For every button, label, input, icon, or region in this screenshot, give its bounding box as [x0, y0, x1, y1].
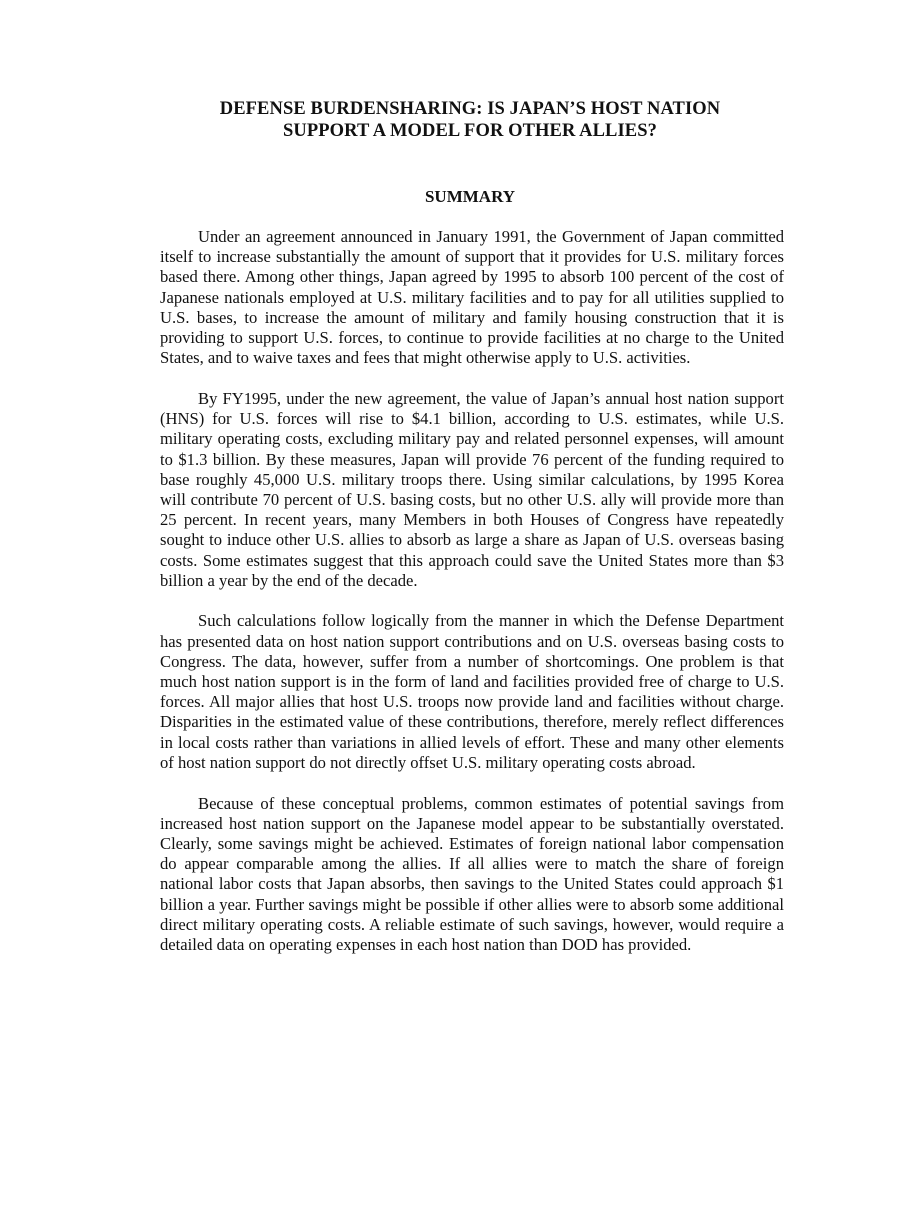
paragraph-3: Such calculations follow logically from the manner in which the Defense Department has presented data on host nation support contributions and on U.S. overseas basing costs to Congress. The data, however, suffer from a number of shortcomings. One problem is that much host nation support is in the form of land and facilities provided free of charge to U.S. forces. All major allies that host U.S. troops now provide land and facilities without charge. Disparities in the estimated value of these contributions, therefore, merely reflect differences in local costs rather than variations in allied levels of effort. These and many other elements of host nation support do not directly offset U.S. military operating costs abroad.: [160, 611, 784, 772]
title-line-2: SUPPORT A MODEL FOR OTHER ALLIES?: [283, 121, 657, 141]
title-line-1: DEFENSE BURDENSHARING: IS JAPAN’S HOST NATION: [219, 99, 721, 119]
paragraph-1: Under an agreement announced in January 1991, the Government of Japan committed itself to increase substantially the amount of support that it provides for U.S. military forces based there. Among other things, Japan agreed by 1995 to absorb 100 percent of the cost of Japanese nationals employed at U.S. military facilities and to pay for all utilities supplied to U.S. bases, to increase the amount of military and family housing construction that it is providing to support U.S. forces, to continue to provide facilities at no charge to the United States, and to waive taxes and fees that might otherwise apply to U.S. activities.: [160, 227, 784, 368]
document-title: [140, 98, 800, 142]
summary-heading: SUMMARY: [424, 187, 516, 206]
paragraph-4: Because of these conceptual problems, common estimates of potential savings from increased host nation support on the Japanese model appear to be substantially overstated. Clearly, some savings might be achieved. Estimates of foreign national labor compensation do appear comparable among the allies. If all allies were to match the share of foreign national labor costs that Japan absorbs, then savings to the United States could approach $1 billion a year. Further savings might be possible if other allies were to absorb some additional direct military operating costs. A reliable estimate of such savings, however, would require a detailed data on operating expenses in each host nation than DOD has provided.: [160, 793, 784, 954]
summary-body: [160, 227, 784, 976]
paragraph-2: By FY1995, under the new agreement, the value of Japan’s annual host nation support (HNS) for U.S. forces will rise to $4.1 billion, according to U.S. estimates, while U.S. military operating costs, excluding military pay and related personnel expenses, will amount to $1.3 billion. By these measures, Japan will provide 76 percent of the funding required to base roughly 45,000 U.S. military troops there. Using similar calculations, by 1995 Korea will contribute 70 percent of U.S. basing costs, but no other U.S. ally will provide more than 25 percent. In recent years, many Members in both Houses of Congress have repeatedly sought to induce other U.S. allies to absorb as large a share as Japan of U.S. overseas basing costs. Some estimates suggest that this approach could save the United States more than $3 billion a year by the end of the decade.: [160, 388, 784, 590]
